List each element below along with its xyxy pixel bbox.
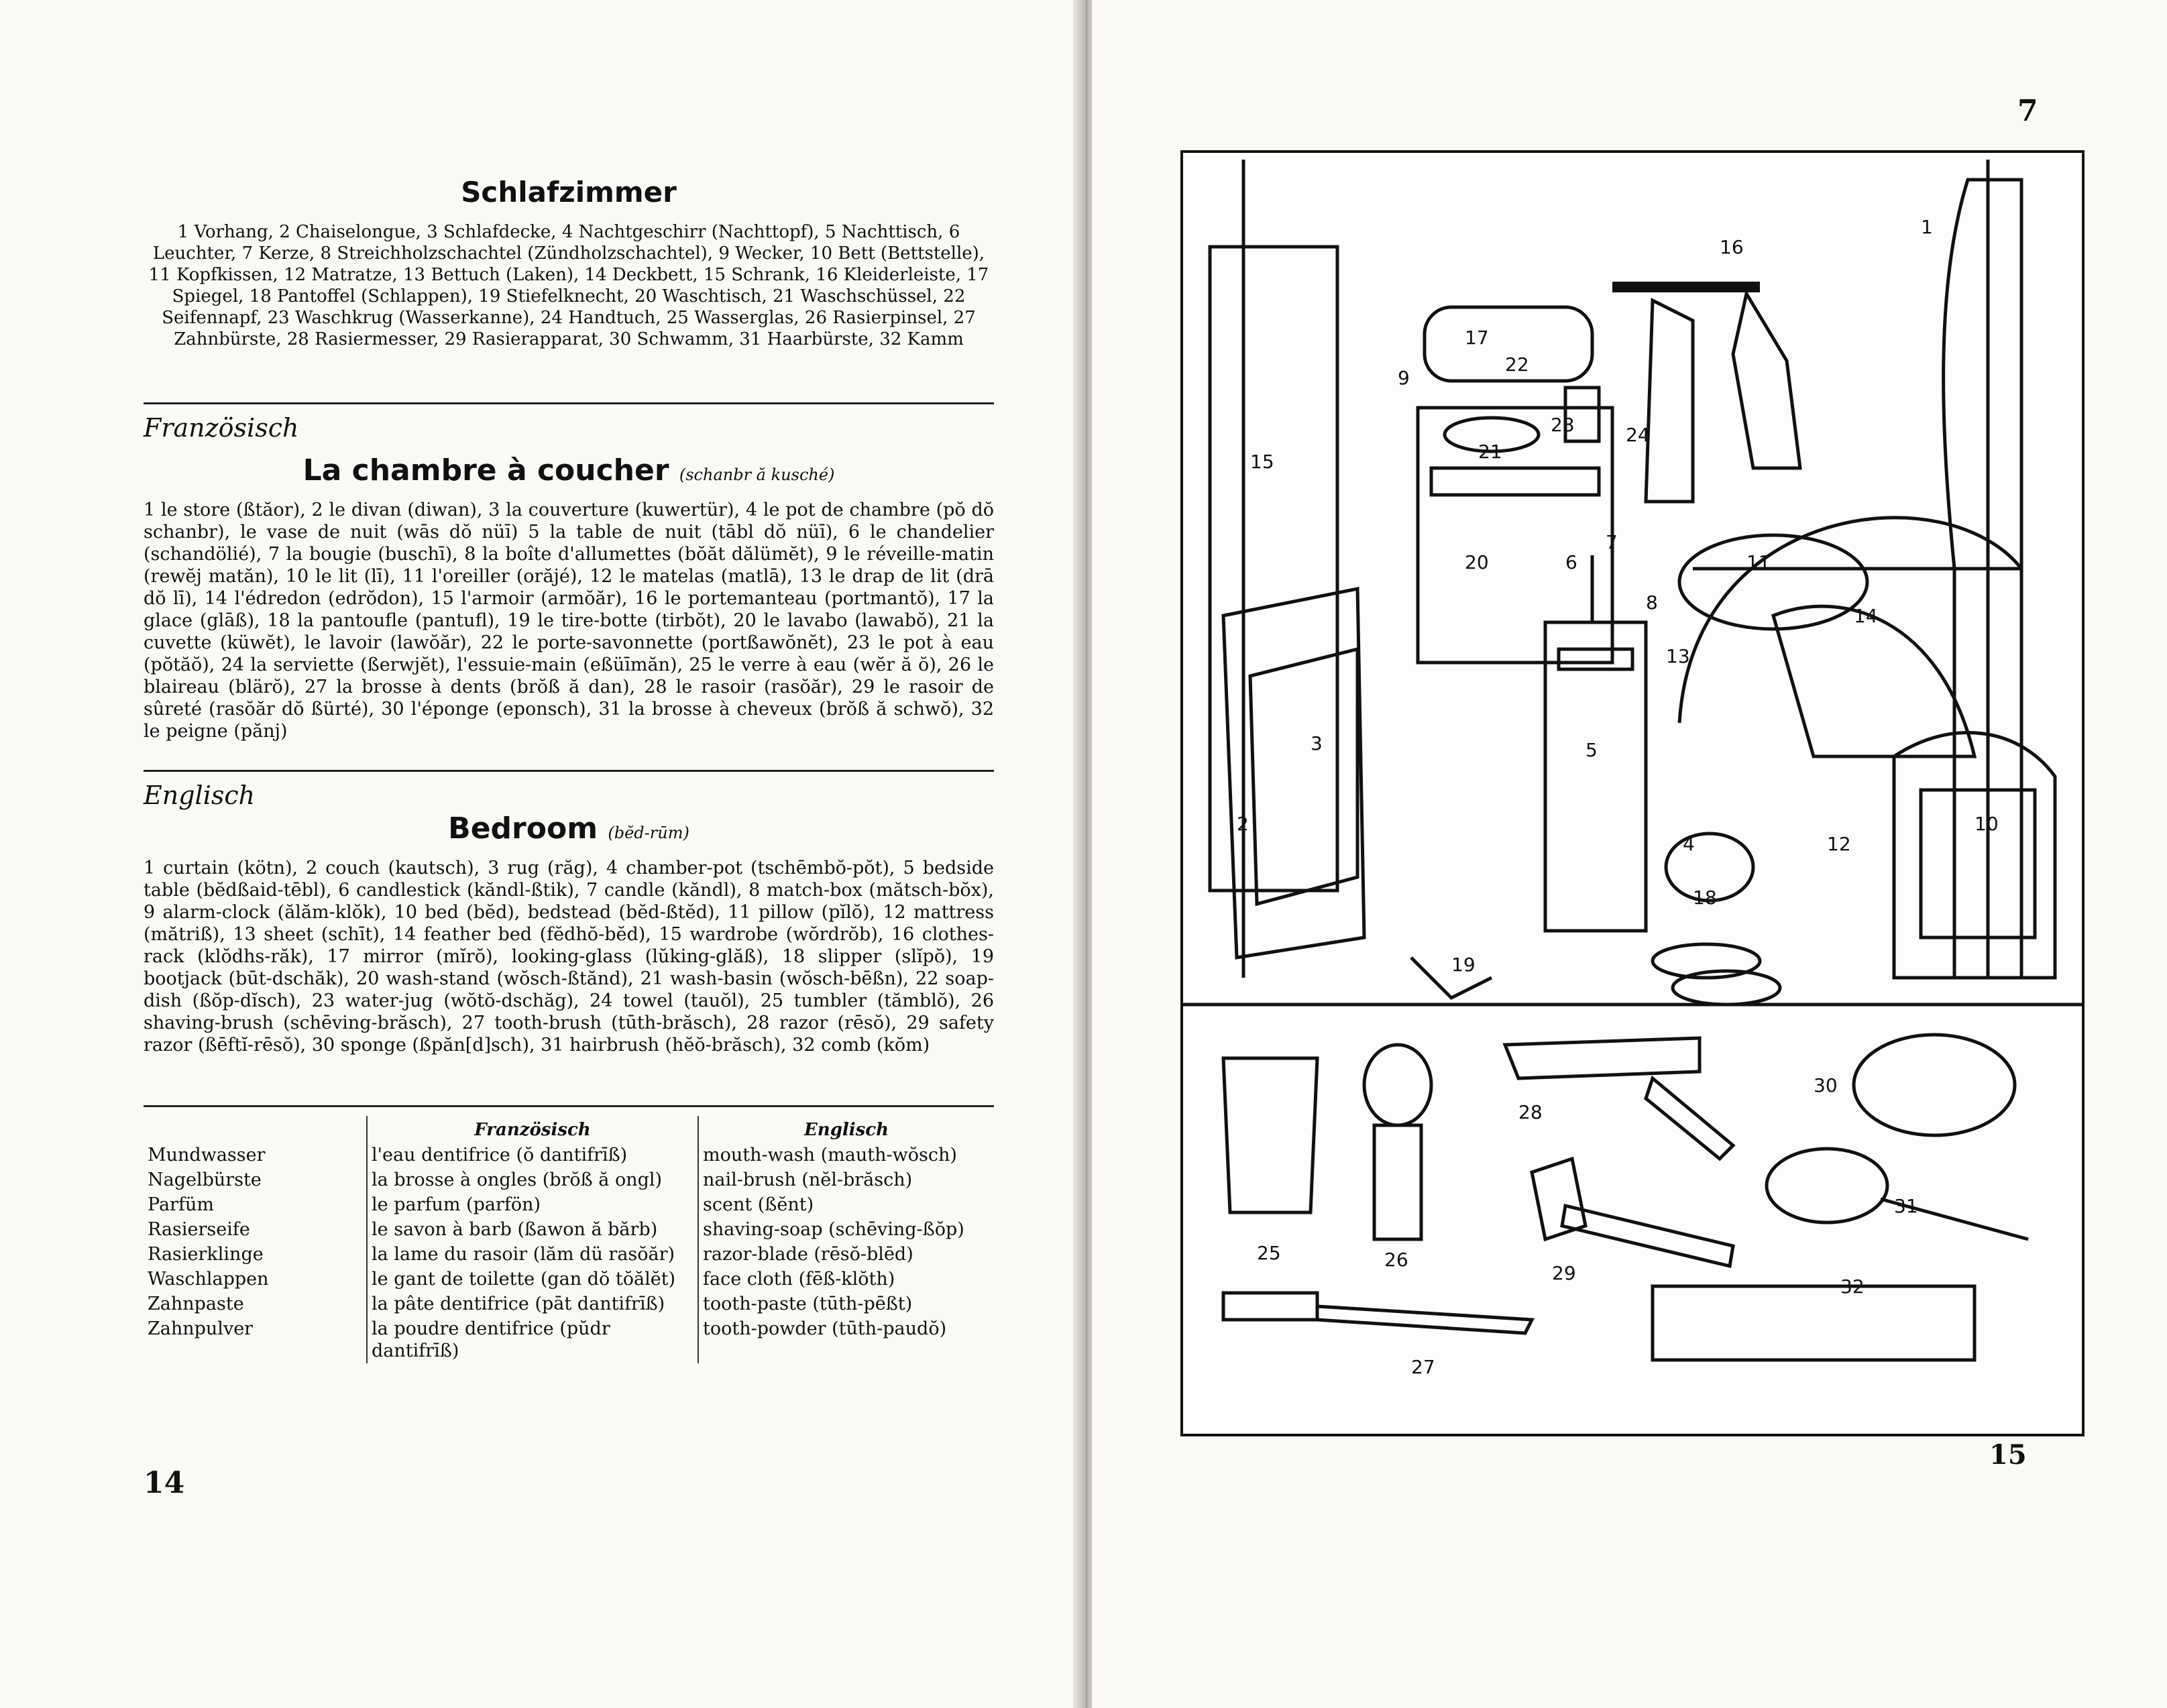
french-language-label: Französisch [144, 413, 299, 443]
french-title-text: La chambre à coucher [302, 453, 669, 488]
table-header: Französisch [367, 1116, 698, 1143]
table-cell: la brosse à ongles (brŏß ă ongl) [367, 1168, 698, 1192]
callout-label: 5 [1586, 739, 1598, 761]
corner-number: 7 [2017, 94, 2038, 128]
english-title-pronunciation: (bĕd-rūm) [608, 823, 689, 842]
english-word-list: 1 curtain (kötn), 2 couch (kautsch), 3 rug (răg), 4 chamber-pot (tschēmbŏ-pŏt), 5 bedside table (bĕdßaid-tēbl), 6 candlestick (kăndl-ßtik), 7 candle (kăndl), 8 match-box (mătsch-bŏx), 9 alarm-clock (ălăm-klŏk), 10 bed (bĕd), bedstead (bĕd-ßtĕd), 11 pillow (pĭlŏ), 12 mattress (mătriß), 13 sheet (schīt), 14 feather bed (fĕdhŏ-bĕd), 15 wardrobe (wŏrdrŏb), 16 clothes-rack (klŏdhs-răk), 17 mirror (mĭrŏ), looking-glass (lŭking-glăß), 18 slipper (slĭpŏ), 19 bootjack (būt-dschăk), 20 wash-stand (wŏsch-ßtănd), 21 wash-basin (wŏsch-bēßn), 22 soap-dish (ßŏp-dĭsch), 23 water-jug (wŏtŏ-dschăg), 24 towel (tauŏl), 25 tumbler (tămblŏ), 26 shaving-brush (schēving-brăsch), 27 tooth-brush (tūth-brăsch), 28 razor (rēsŏ), 29 safety razor (ßēftĭ-rēsŏ), 30 sponge (ßpăn[d]sch), 31 hairbrush (hĕŏ-brăsch), 32 comb (kŏm) [144, 858, 994, 1056]
table-header: Englisch [803, 1120, 889, 1140]
callout-label: 2 [1237, 813, 1249, 835]
table-cell: razor-blade (rēsŏ-blēd) [703, 1244, 913, 1265]
table-cell: le parfum (parfön) [367, 1192, 698, 1217]
callout-label: 22 [1505, 353, 1529, 376]
french-word-list: 1 le store (ßtăor), 2 le divan (diwan), 3 la couverture (kuwertür), 4 le pot de chambre (pŏ dŏ schanbr), le vase de nuit (wās dŏ nüī) 5 la table de nuit (tābl dŏ nüī), 6 le chandelier (schandölié), 7 la bougie (buschī), 8 la boîte d'allumettes (bŏăt dălümĕt), 9 le réveille-matin (rewĕj matăn), 10 le lit (lī), 11 l'oreiller (orăjé), 12 le matelas (matlā), 13 le drap de lit (drā dŏ lī), 14 l'édredon (edrŏdon), 15 l'armoir (armŏăr), 16 le portemanteau (portmantŏ), 17 la glace (glāß), 18 la pantoufle (pantufl), 19 le tire-botte (tirbŏt), 20 le lavabo (lawabŏ), 21 la cuvette (küwĕt), le lavoir (lawŏăr), 22 le porte-savonnette (portßawŏnĕt), 23 le pot à eau (pŏtăŏ), 24 la serviette (ßerwjĕt), l'essuie-main (eßüīmăn), 25 le verre à eau (wĕr ă ŏ), 26 le blaireau (blärŏ), 27 la brosse à dents (brŏß ă dan), 28 le rasoir (rasŏăr), 29 le rasoir de sûreté (rasŏăr dŏ ßürté), 30 l'éponge (eponsch), 31 la brosse à cheveux (brŏß ă schwŏ), 32 le peigne (pănj) [144, 500, 994, 742]
callout-label: 29 [1552, 1262, 1576, 1284]
table-cell: Nagelbürste [148, 1170, 262, 1190]
english-language-label: Englisch [144, 781, 256, 810]
table-row [144, 1316, 994, 1363]
callout-label: 30 [1814, 1074, 1838, 1096]
divider [144, 1105, 994, 1107]
callout-label: 15 [1250, 451, 1274, 473]
illustration-drawing [1183, 153, 2082, 1434]
callout-label: 17 [1465, 327, 1489, 349]
table-cell: tooth-powder (tūth-paudŏ) [703, 1318, 947, 1339]
callout-label: 19 [1451, 954, 1476, 976]
callout-label: 13 [1666, 645, 1690, 667]
german-word-list: 1 Vorhang, 2 Chaiselongue, 3 Schlafdecke, 4 Nachtgeschirr (Nachttopf), 5 Nachttisch, 6 Leuchter, 7 Kerze, 8 Streichholzschachtel (Zündholzschachtel), 9 Wecker, 10 Bett (Bettstelle), 11 Kopfkissen, 12 Matratze, 13 Bettuch (Laken), 14 Deckbett, 15 Schrank, 16 Kleiderleiste, 17 Spiegel, 18 Pantoffel (Schlappen), 19 Stiefelknecht, 20 Waschtisch, 21 Waschschüssel, 22 Seifennapf, 23 Waschkrug (Wasserkanne), 24 Handtuch, 25 Wasserglas, 26 Rasierpinsel, 27 Zahnbürste, 28 Rasiermesser, 29 Rasierapparat, 30 Schwamm, 31 Haarbürste, 32 Kamm [148, 222, 989, 349]
table-row [144, 1267, 994, 1292]
german-title: Schlafzimmer [461, 176, 677, 209]
callout-label: 7 [1606, 531, 1618, 553]
callout-label: 28 [1518, 1101, 1543, 1123]
callout-label: 23 [1551, 414, 1575, 436]
table-header-row [144, 1116, 994, 1143]
callout-label: 3 [1311, 732, 1323, 754]
table-cell: Zahnpulver [148, 1318, 254, 1339]
callout-label: 14 [1854, 605, 1878, 627]
callout-label: 21 [1478, 441, 1502, 463]
callout-labels [1237, 216, 1999, 1378]
callout-label: 10 [1975, 813, 1999, 835]
table-header [144, 1116, 367, 1143]
table-cell: Parfüm [148, 1194, 214, 1215]
table-row [144, 1168, 994, 1192]
table-cell: Mundwasser [148, 1145, 266, 1165]
table-cell: Rasierseife [148, 1219, 250, 1240]
table-cell: la lame du rasoir (lăm dü rasŏăr) [367, 1242, 698, 1267]
left-page [0, 0, 1081, 1708]
table-cell: l'eau dentifrice (ŏ dantifrīß) [367, 1143, 698, 1168]
callout-label: 12 [1827, 833, 1851, 855]
callout-label: 11 [1746, 551, 1771, 573]
page-number-left: 14 [144, 1466, 185, 1500]
table-row [144, 1217, 994, 1242]
vocabulary-table [144, 1116, 994, 1363]
table-cell: face cloth (fēß-klŏth) [703, 1269, 895, 1290]
table-cell: nail-brush (nĕl-brăsch) [703, 1170, 913, 1190]
callout-label: 6 [1565, 551, 1577, 573]
english-title [144, 811, 994, 846]
callout-label: 16 [1720, 236, 1744, 258]
bedroom-illustration [1180, 150, 2085, 1436]
table-row [144, 1192, 994, 1217]
divider [144, 770, 994, 772]
right-page [1092, 0, 2167, 1708]
callout-label: 25 [1257, 1242, 1281, 1264]
callout-label: 18 [1693, 887, 1717, 909]
callout-label: 31 [1894, 1195, 1918, 1217]
table-cell: le gant de toilette (gan dŏ tŏălĕt) [367, 1267, 698, 1292]
table-cell: tooth-paste (tūth-pēßt) [703, 1294, 913, 1314]
callout-label: 27 [1411, 1356, 1435, 1378]
callout-label: 20 [1465, 551, 1489, 573]
table-cell: le savon à barb (ßawon ă bărb) [367, 1217, 698, 1242]
table-cell: Rasierklinge [148, 1244, 264, 1265]
french-title [144, 453, 994, 488]
table-row [144, 1143, 994, 1168]
table-row [144, 1242, 994, 1267]
table-cell: mouth-wash (mauth-wŏsch) [703, 1145, 957, 1165]
english-title-text: Bedroom [448, 811, 598, 846]
divider [144, 402, 994, 404]
table-cell: la pâte dentifrice (pāt dantifrīß) [367, 1292, 698, 1316]
table-cell: Waschlappen [148, 1269, 269, 1290]
callout-label: 8 [1646, 591, 1658, 614]
callout-label: 1 [1921, 216, 1933, 238]
table-cell: shaving-soap (schēving-ßŏp) [703, 1219, 964, 1240]
table-cell: Zahnpaste [148, 1294, 244, 1314]
table-cell: la poudre dentifrice (pŭdr dantifrīß) [367, 1316, 698, 1363]
callout-label: 32 [1840, 1275, 1865, 1298]
callout-label: 4 [1683, 833, 1695, 855]
callout-label: 9 [1398, 367, 1410, 389]
table-cell: scent (ßĕnt) [703, 1194, 814, 1215]
page-number-right: 15 [1989, 1439, 2027, 1471]
french-title-pronunciation: (schanbr ă kusché) [679, 465, 835, 484]
callout-label: 26 [1384, 1249, 1408, 1271]
callout-label: 24 [1626, 424, 1650, 446]
table-row [144, 1292, 994, 1316]
